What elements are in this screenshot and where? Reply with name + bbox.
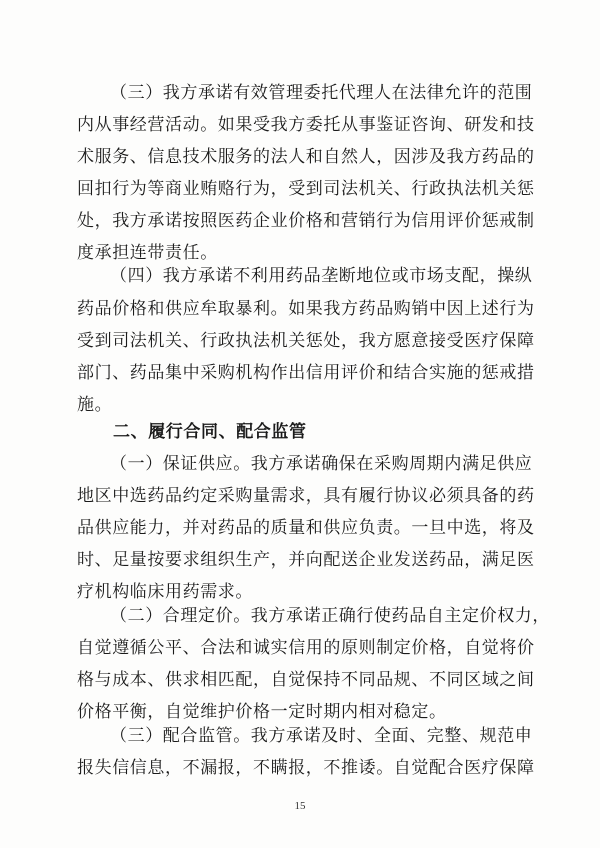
text-line: （三）我方承诺有效管理委托代理人在法律允许的范围 — [110, 83, 533, 103]
text-line: 度承担连带责任。 — [77, 243, 218, 263]
text-line: 受到司法机关、行政执法机关惩处，我方愿意接受医疗保障 — [77, 331, 535, 351]
section-heading: 二、履行合同、配合监管 — [113, 422, 307, 442]
text-line: 内从事经营活动。如果受我方委托从事鉴证咨询、研发和技 — [77, 115, 535, 135]
text-line: 疗机构临床用药需求。 — [77, 582, 253, 602]
text-line: （一）保证供应。我方承诺确保在采购周期内满足供应 — [110, 454, 533, 474]
text-line: （三）配合监管。我方承诺及时、全面、完整、规范申 — [110, 726, 533, 746]
text-line: 地区中选药品约定采购量需求，具有履行协议必须具备的药 — [77, 486, 535, 506]
text-line: 术服务、信息技术服务的法人和自然人，因涉及我方药品的 — [77, 147, 535, 167]
text-line: 品供应能力，并对药品的质量和供应负责。一旦中选，将及 — [77, 518, 535, 538]
text-line: 处，我方承诺按照医药企业价格和营销行为信用评价惩戒制 — [77, 211, 535, 231]
text-line: 施。 — [77, 395, 113, 415]
text-line: （四）我方承诺不利用药品垄断地位或市场支配，操纵 — [110, 266, 533, 286]
text-line: 格与成本、供求相匹配，自觉保持不同品规、不同区域之间 — [77, 670, 535, 690]
text-line: 药品价格和供应牟取暴利。如果我方药品购销中因上述行为 — [77, 299, 535, 319]
text-line: 部门、药品集中采购机构作出信用评价和结合实施的惩戒措 — [77, 363, 535, 383]
text-line: （二）合理定价。我方承诺正确行使药品自主定价权力， — [110, 606, 550, 626]
text-line: 报失信信息，不漏报，不瞒报，不推诿。自觉配合医疗保障 — [77, 758, 535, 778]
text-line: 价格平衡，自觉维护价格一定时期内相对稳定。 — [77, 702, 447, 722]
text-line: 时、足量按要求组织生产，并向配送企业发送药品，满足医 — [77, 550, 535, 570]
text-line: 自觉遵循公平、合法和诚实信用的原则制定价格，自觉将价 — [77, 638, 535, 658]
text-line: 回扣行为等商业贿赂行为，受到司法机关、行政执法机关惩 — [77, 179, 535, 199]
page-number: 15 — [294, 800, 306, 812]
